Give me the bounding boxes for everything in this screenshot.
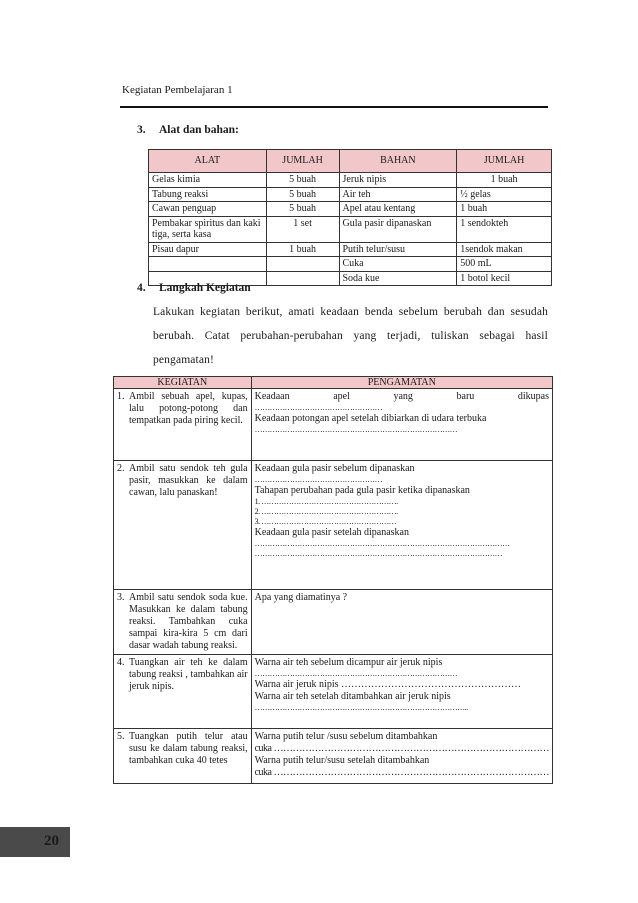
section-4-number: 4.	[137, 282, 146, 294]
activity-cell	[114, 461, 252, 590]
section-3-heading	[137, 124, 239, 136]
table1-cell: 1 botol kecil	[457, 271, 552, 286]
observation-cell	[251, 655, 552, 729]
observation-line: Apa yang diamatinya ?	[254, 592, 348, 603]
table2-row	[114, 590, 553, 655]
observation-cell	[251, 389, 552, 461]
activity-text: Tuangkan putih telur atau susu ke dalam tabung reaksi, tambahkan cuka 40 tetes	[129, 731, 248, 766]
table1-row	[149, 216, 552, 242]
table1-cell: 1 buah	[457, 202, 552, 217]
table1-cell: Cawan penguap	[149, 202, 267, 217]
observation-line: Keadaan apel yang baru dikupas	[254, 391, 549, 402]
table1-cell: ½ gelas	[457, 187, 552, 202]
activity-cell	[114, 590, 252, 655]
table1-cell: Soda kue	[339, 271, 457, 286]
answer-line: 2. ……………………………………………….	[254, 507, 398, 516]
tools-materials-table	[148, 149, 552, 286]
table1-header-row	[149, 150, 552, 173]
table1-cell: Apel atau kentang	[339, 202, 457, 217]
answer-line: ……………………………………………	[254, 475, 383, 484]
activity-number: 3.	[117, 592, 125, 603]
table1-cell: Cuka	[339, 257, 457, 272]
instruction-paragraph: Lakukan kegiatan berikut, amati keadaan benda sebelum berubah dan sesudah berubah. Catat perubahan-perubahan yang terjadi, tuliskan sebagai hasil pengamatan!	[153, 306, 548, 366]
observation-line: Warna putih telur/susu setelah ditambahkan	[254, 755, 430, 766]
observation-line: Keadaan gula pasir sebelum dipanaskan	[254, 463, 415, 474]
page-number-tab	[0, 827, 70, 857]
table1-header-cell: JUMLAH	[457, 150, 552, 173]
observation-line: Keadaan potongan apel setelah dibiarkan di udara terbuka	[254, 413, 487, 424]
observation-line: Warna air jeruk nipis ………………………………………………	[254, 679, 521, 690]
page-number: 20	[44, 833, 59, 849]
observation-line: Warna air teh setelah ditambahkan air jeruk nipis	[254, 691, 451, 702]
observation-line: Warna putih telur /susu sebelum ditambahkan	[254, 731, 438, 742]
table1-cell: Jeruk nipis	[339, 173, 457, 188]
table1-row	[149, 173, 552, 188]
answer-line: ………………………………………………………………………………………	[254, 549, 503, 558]
table2-header-cell: KEGIATAN	[114, 377, 252, 389]
table2-row	[114, 461, 553, 590]
observation-line: Tahapan perubahan pada gula pasir ketika dipanaskan	[254, 485, 470, 496]
answer-line: cuka ……………………………………………………………………………	[254, 767, 549, 778]
table1-cell: Pembakar spiritus dan kaki tiga, serta kasa	[149, 216, 267, 242]
activity-number: 5.	[117, 731, 125, 742]
table1-cell: Tabung reaksi	[149, 187, 267, 202]
activity-observation-table	[113, 376, 553, 784]
table1-cell: Pisau dapur	[149, 242, 267, 257]
table1-row	[149, 187, 552, 202]
answer-line: ………………………………………………………………………	[254, 669, 458, 678]
table1-cell: 1sendok makan	[457, 242, 552, 257]
table1-row	[149, 242, 552, 257]
table1-cell: Gula pasir dipanaskan	[339, 216, 457, 242]
table1-cell: 1 buah	[457, 173, 552, 188]
section-3-number: 3.	[137, 124, 146, 136]
table2-row	[114, 729, 553, 784]
table1-row	[149, 257, 552, 272]
activity-cell	[114, 729, 252, 784]
table1-cell: 1 sendokteh	[457, 216, 552, 242]
answer-line: ………………………………………………………………………	[254, 425, 458, 434]
table1-cell: 1 set	[266, 216, 339, 242]
activity-text: Ambil satu sendok teh gula pasir, masukkan ke dalam cawan, lalu panaskan!	[129, 463, 248, 498]
table1-cell	[266, 257, 339, 272]
answer-line: cuka ……………………………………………………………………………	[254, 743, 549, 754]
table1-cell: Gelas kimia	[149, 173, 267, 188]
observation-line: Keadaan gula pasir setelah dipanaskan	[254, 527, 409, 538]
table2-header-row	[114, 377, 553, 389]
observation-cell	[251, 590, 552, 655]
table2-row	[114, 655, 553, 729]
activity-text: Ambil sebuah apel, kupas, lalu potong-potong dan tempatkan pada piring kecil.	[129, 391, 248, 426]
observation-cell	[251, 461, 552, 590]
table2-header-cell: PENGAMATAN	[251, 377, 552, 389]
table1-header-cell: JUMLAH	[266, 150, 339, 173]
activity-number: 2.	[117, 463, 125, 474]
table2-row	[114, 389, 553, 461]
table1-cell: 5 buah	[266, 173, 339, 188]
activity-cell	[114, 389, 252, 461]
table1-cell: 5 buah	[266, 202, 339, 217]
table1-cell: 500 mL	[457, 257, 552, 272]
table1-cell	[149, 257, 267, 272]
table1-cell: 1 buah	[266, 242, 339, 257]
answer-line: …………………………………………………………………………..	[254, 703, 468, 712]
table1-cell: Air teh	[339, 187, 457, 202]
activity-cell	[114, 655, 252, 729]
answer-line: 3. ………………………………………………	[254, 517, 397, 526]
activity-text: Tuangkan air teh ke dalam tabung reaksi , tambahkan air jeruk nipis.	[129, 657, 248, 692]
activity-number: 1.	[117, 391, 125, 402]
answer-line: 1. ……………………………………………….	[254, 497, 398, 506]
table1-cell	[266, 271, 339, 286]
activity-text: Ambil satu sendok soda kue. Masukkan ke dalam tabung reaksi. Tambahkan cuka sampai kira-kira 5 cm dari dasar wadah tabung reaksi.	[129, 592, 248, 651]
table1-header-cell: BAHAN	[339, 150, 457, 173]
table1-cell: 5 buah	[266, 187, 339, 202]
header-rule	[120, 106, 548, 108]
activity-number: 4.	[117, 657, 125, 668]
table1-header-cell: ALAT	[149, 150, 267, 173]
answer-line: …………………………………………………………………………………………	[254, 539, 510, 548]
running-header: Kegiatan Pembelajaran 1	[122, 84, 233, 96]
observation-cell	[251, 729, 552, 784]
answer-line: ……………………………………………	[254, 403, 383, 412]
section-3-title: Alat dan bahan:	[159, 124, 239, 136]
observation-line: Warna air teh sebelum dicampur air jeruk nipis	[254, 657, 443, 668]
table1-row	[149, 202, 552, 217]
section-4-title: Langkah Kegiatan	[159, 282, 251, 294]
section-4-heading	[137, 282, 251, 294]
table1-cell: Putih telur/susu	[339, 242, 457, 257]
